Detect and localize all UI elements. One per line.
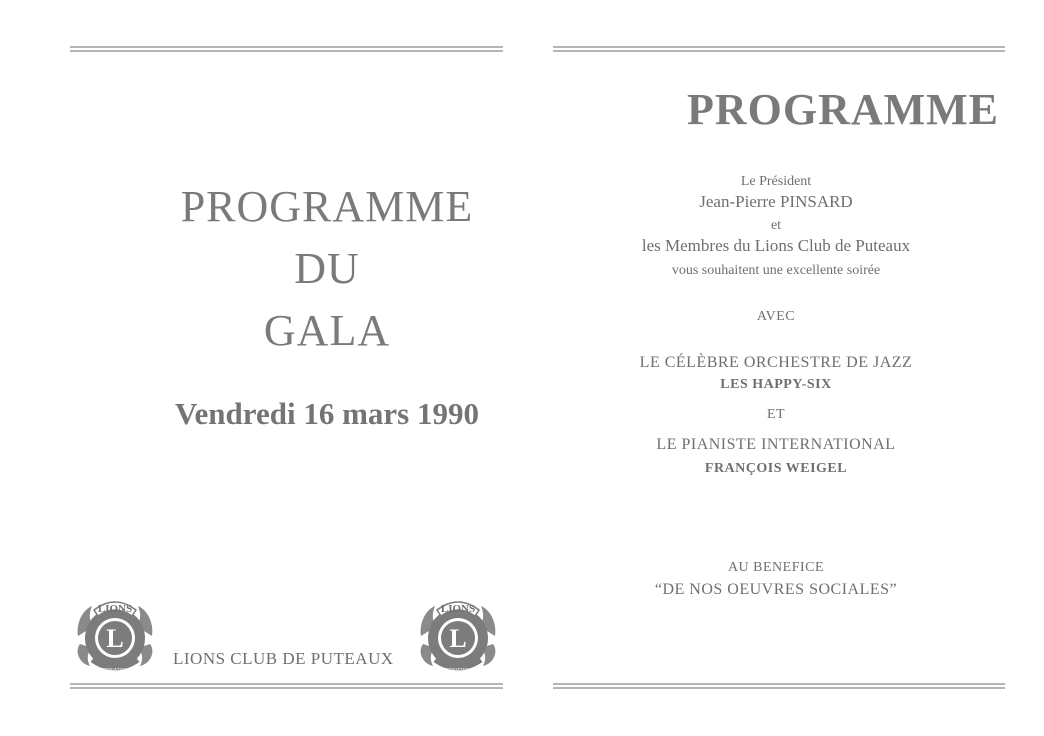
cover-date: Vendredi 16 mars 1990 [175,396,479,431]
benefit-line-1: AU BENEFICE [727,560,825,575]
svg-text:INTERNATIONAL: INTERNATIONAL [95,668,135,674]
programme-page [522,0,1044,736]
orchestra-intro: LE CÉLÈBRE ORCHESTRE DE JAZZ [639,354,913,371]
pianist-name: FRANÇOIS WEIGEL [704,461,848,476]
president-label: Le Président [740,174,812,189]
lions-emblem-right [413,588,503,678]
orchestra-name: LES HAPPY-SIX [720,377,832,392]
svg-text:LIONS: LIONS [97,603,133,615]
pianist-intro: LE PIANISTE INTERNATIONAL [656,436,896,453]
lions-emblem-left [70,588,160,678]
et-caps-text: ET [766,407,786,422]
top-rule [553,46,1005,52]
svg-text:LIONS: LIONS [440,603,476,615]
president-name: Jean-Pierre PINSARD [699,192,853,211]
cover-title-line-1: PROGRAMME [180,182,474,231]
top-rule [70,46,503,52]
programme-title: PROGRAMME [686,85,1000,134]
club-name: LIONS CLUB DE PUTEAUX [173,649,394,668]
bottom-rule [553,683,1005,689]
benefit-line-2: “DE NOS OEUVRES SOCIALES” [654,581,898,598]
wish-text: vous souhaitent une excellente soirée [671,263,881,278]
members-text: les Membres du Lions Club de Puteaux [641,236,911,255]
avec-text: AVEC [756,309,796,324]
svg-text:L: L [449,624,467,653]
bottom-rule [70,683,503,689]
lions-emblem-icon [421,602,496,674]
cover-title-line-2: DU [294,244,360,293]
lions-emblem-icon [78,602,153,674]
and-text: et [770,218,782,233]
cover-title-line-3: GALA [263,306,391,355]
svg-text:L: L [106,624,124,653]
svg-text:INTERNATIONAL: INTERNATIONAL [438,668,478,674]
